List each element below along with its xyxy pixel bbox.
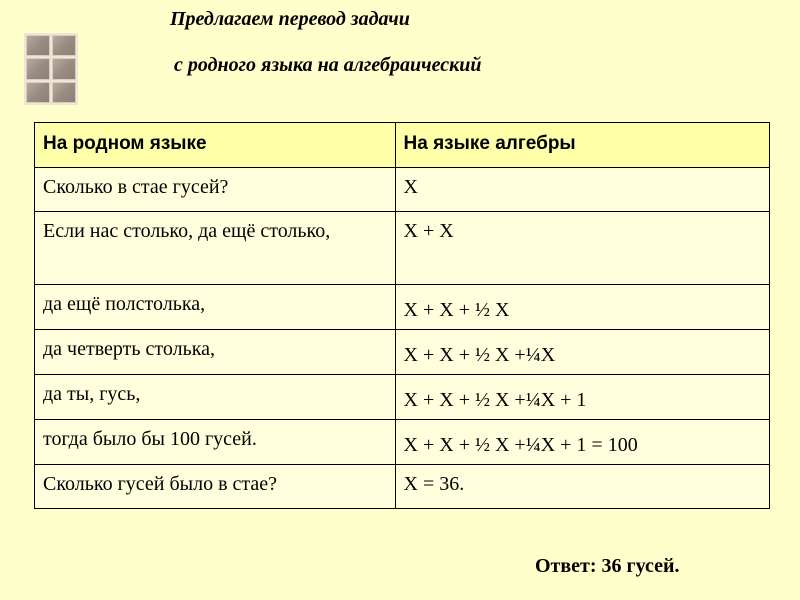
cell-algebra: X + X + ½ X +¼X + 1 = 100 [395, 420, 769, 465]
answer-text: Ответ: 36 гусей. [535, 555, 680, 577]
cell-native: тогда было бы 100 гусей. [35, 420, 396, 465]
table-row [35, 375, 770, 420]
header-algebra: На языке алгебры [395, 123, 769, 168]
tile [26, 35, 50, 56]
cell-algebra: X + X + ½ X [395, 285, 769, 330]
cell-native: да ещё полстолька, [35, 285, 396, 330]
tile [52, 82, 76, 103]
cell-native: да четверть столька, [35, 330, 396, 375]
cell-algebra: X + X + ½ X +¼X [395, 330, 769, 375]
table-row [35, 465, 770, 509]
table-row [35, 330, 770, 375]
translation-table [34, 122, 770, 509]
cell-algebra: X + X + ½ X +¼X + 1 [395, 375, 769, 420]
cell-native: Сколько в стае гусей? [35, 168, 396, 212]
cell-native: да ты, гусь, [35, 375, 396, 420]
cell-native: Сколько гусей было в стае? [35, 465, 396, 509]
table-row [35, 168, 770, 212]
title-line-2: с родного языка на алгебраический [174, 54, 482, 76]
table-row [35, 420, 770, 465]
tile [26, 82, 50, 103]
header-native: На родном языке [35, 123, 396, 168]
cell-algebra: X + X [395, 212, 769, 285]
tile [52, 58, 76, 79]
tile [26, 58, 50, 79]
table-row [35, 212, 770, 285]
title-line-1: Предлагаем перевод задачи [170, 8, 410, 30]
cell-algebra: X = 36. [395, 465, 769, 509]
cell-native: Если нас столько, да ещё столько, [35, 212, 396, 285]
cell-algebra: X [395, 168, 769, 212]
tile-grid-icon [24, 33, 78, 105]
table-row [35, 285, 770, 330]
tile [52, 35, 76, 56]
table-header-row [35, 123, 770, 168]
